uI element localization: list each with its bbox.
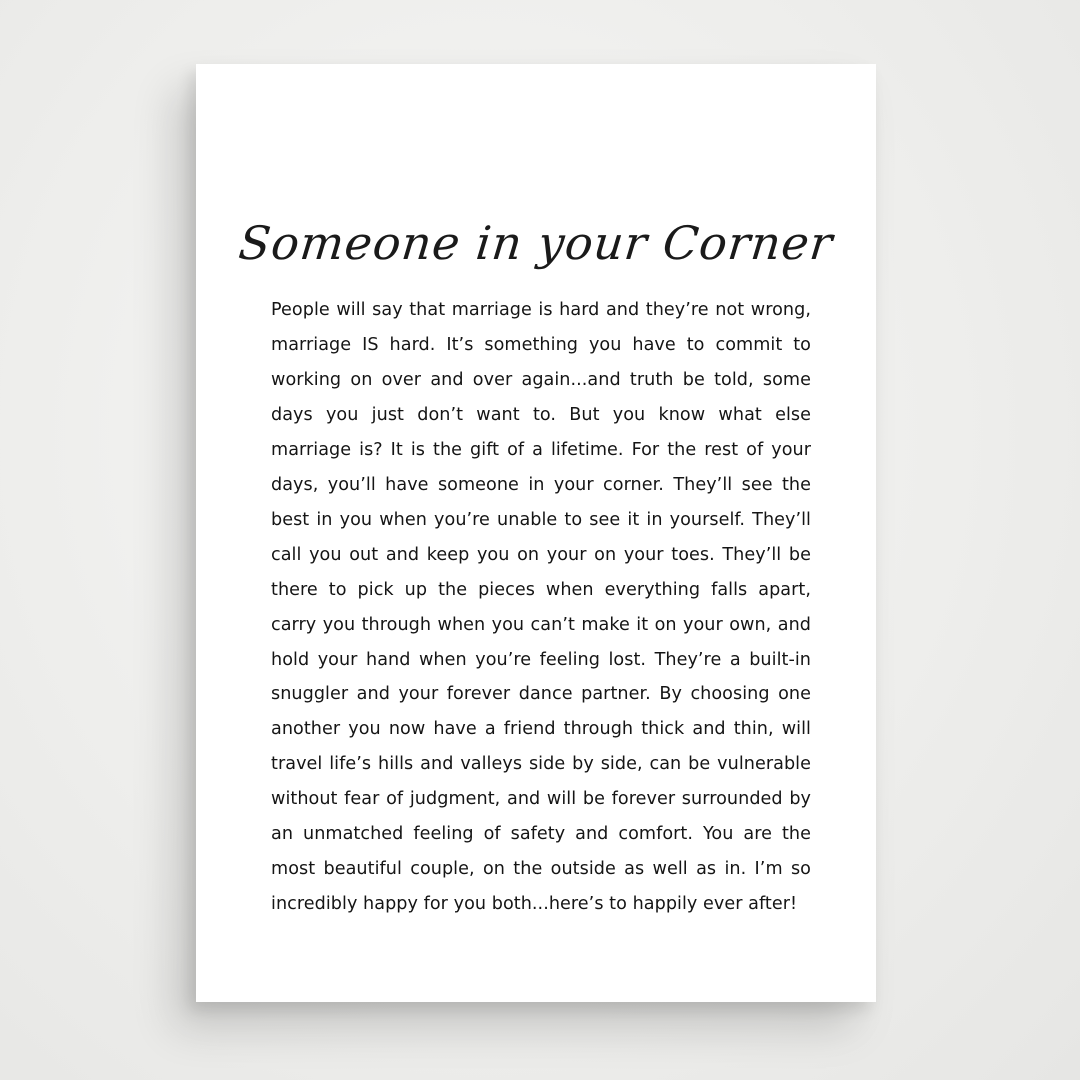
card-title: Someone in your Corner [236, 216, 836, 270]
card-body-text: People will say that marriage is hard and they’re not wrong, marriage IS hard. It’s something you have to commit to working on over and over again...and truth be told, some days you just don’t want to. But you know what else marriage is? It is the gift of a lifetime. For the rest of your days, you’ll have someone in your corner. They’ll see the best in you when you’re unable to see it in yourself. They’ll call you out and keep you on your on your toes. They’ll be there to pick up the pieces when everything falls apart, carry you through when you can’t make it on your own, and hold your hand when you’re feeling lost. They’re a built-in snuggler and your forever dance partner. By choosing one another you now have a friend through thick and thin, will travel life’s hills and valleys side by side, can be vulnerable without fear of judgment, and will be forever surrounded by an unmatched feeling of safety and comfort. You are the most beautiful couple, on the outside as well as in. I’m so incredibly happy for you both...here’s to happily ever after! [271, 300, 811, 915]
print-card [196, 64, 876, 1002]
